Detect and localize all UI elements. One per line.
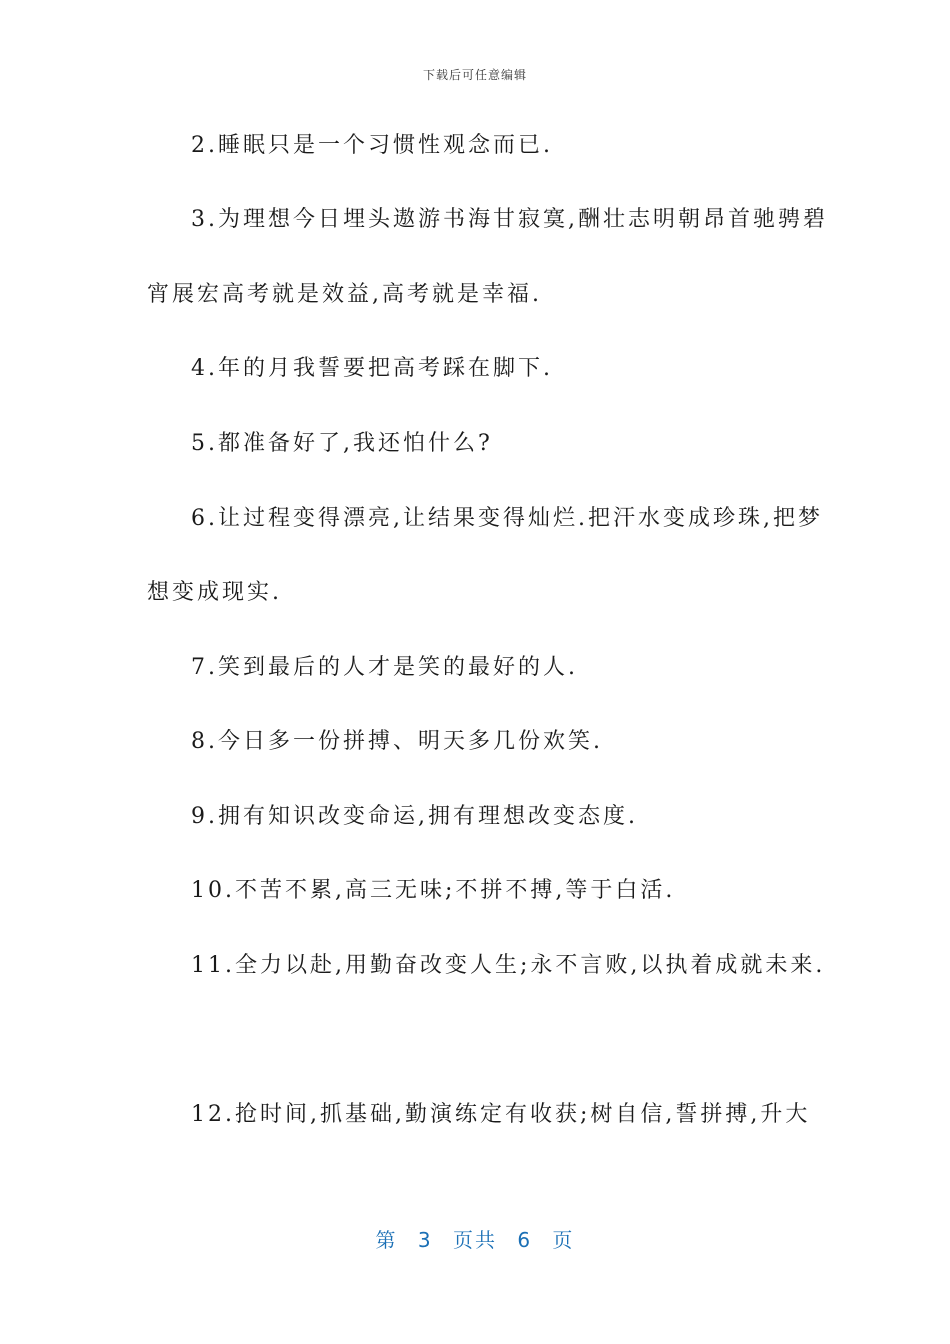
text-line: 4.年的月我誓要把高考踩在脚下. xyxy=(191,356,553,381)
text-line: 5.都准备好了,我还怕什么? xyxy=(191,431,493,456)
text-line: 10.不苦不累,高三无味;不拼不搏,等于白活. xyxy=(191,878,676,903)
text-line: 12.抢时间,抓基础,勤演练定有收获;树自信,誓拼搏,升大 xyxy=(191,1102,811,1127)
text-line: 7.笑到最后的人才是笑的最好的人. xyxy=(191,655,578,680)
text-line: 6.让过程变得漂亮,让结果变得灿烂.把汗水变成珍珠,把梦 xyxy=(191,506,823,531)
text-line: 3.为理想今日埋头遨游书海甘寂寞,酬壮志明朝昂首驰骋碧 xyxy=(191,207,828,232)
text-line: 9.拥有知识改变命运,拥有理想改变态度. xyxy=(191,804,638,829)
text-line: 2.睡眠只是一个习惯性观念而已. xyxy=(191,133,553,158)
text-line: 想变成现实. xyxy=(147,580,282,605)
page-number-footer: 第 3 页共 6 页 xyxy=(375,1228,575,1252)
text-line: 宵展宏高考就是效益,高考就是幸福. xyxy=(147,282,542,307)
page-header: 下载后可任意编辑 xyxy=(422,68,527,82)
text-line: 11.全力以赴,用勤奋改变人生;永不言败,以执着成就未来. xyxy=(191,953,826,978)
text-line: 8.今日多一份拼搏、明天多几份欢笑. xyxy=(191,729,603,754)
